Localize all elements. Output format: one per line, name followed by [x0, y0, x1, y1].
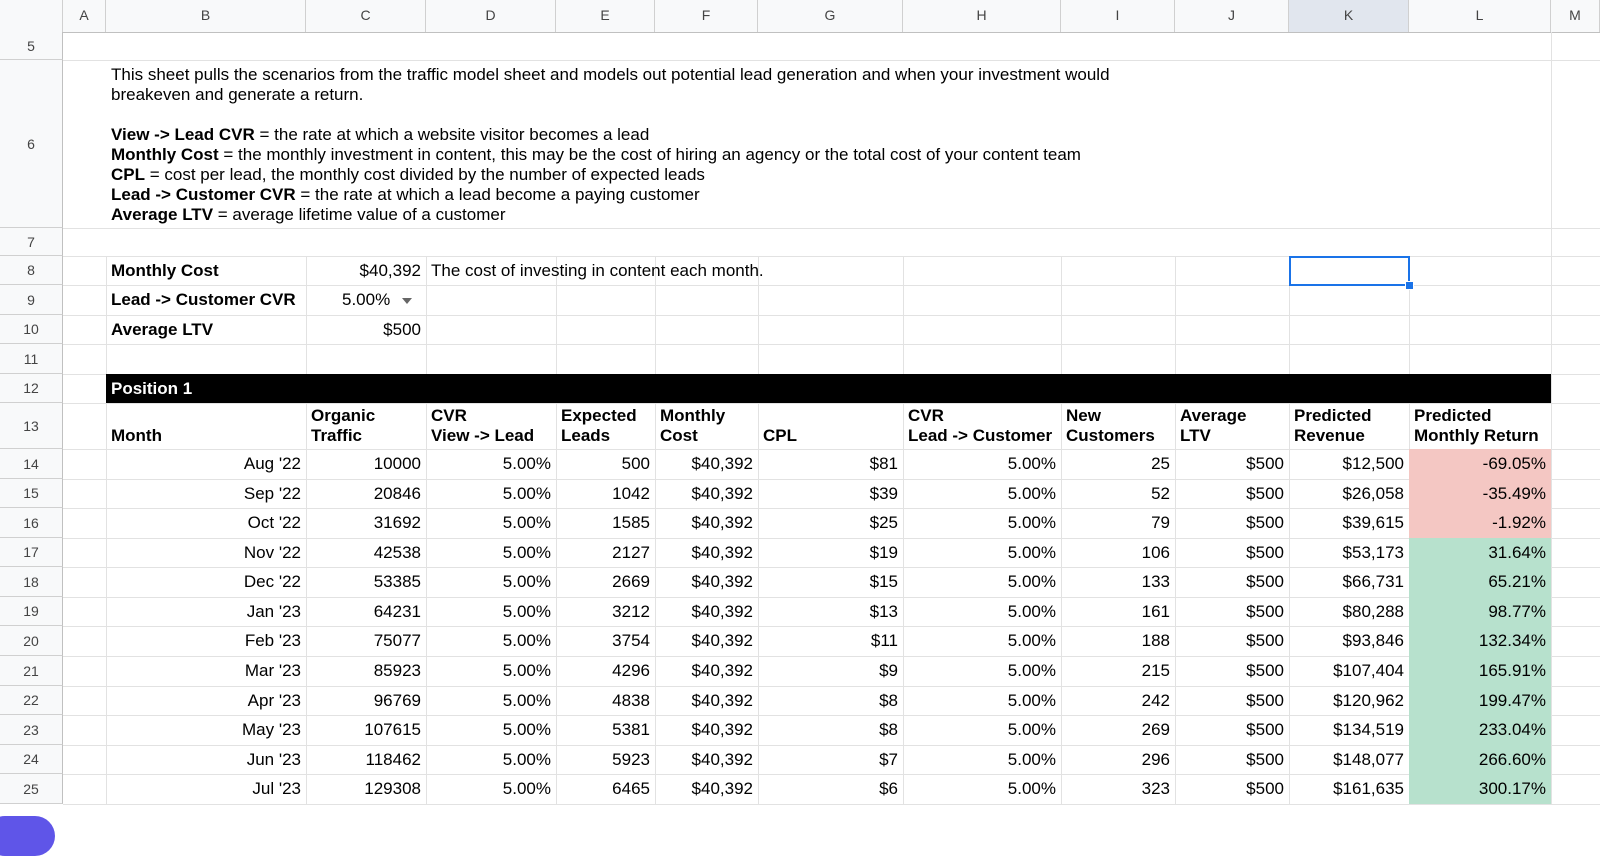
definition-line: [111, 185, 1131, 205]
month-cell[interactable]: Jan '23: [246, 602, 301, 621]
header-monthly-cost-line: Monthly: [660, 406, 726, 425]
cvr-lead-customer-cell[interactable]: 5.00%: [1007, 720, 1056, 739]
definition-text: = the rate at which a website visitor becomes a lead: [254, 125, 650, 144]
predicted-return-cell[interactable]: 65.21%: [1409, 567, 1551, 597]
header-new-customers-line: New: [1066, 406, 1101, 425]
row-header-12[interactable]: 12: [0, 374, 63, 403]
cvr-view-lead-cell[interactable]: 5.00%: [502, 454, 551, 473]
month-cell[interactable]: Feb '23: [244, 631, 301, 650]
column-header-f[interactable]: F: [655, 0, 758, 32]
cpl-cell[interactable]: $8: [879, 691, 898, 710]
row-header-6[interactable]: 6: [0, 60, 63, 228]
average-ltv-cell[interactable]: $500: [1246, 691, 1284, 710]
column-header-bar: [0, 0, 1600, 33]
cpl-cell[interactable]: $15: [869, 572, 898, 591]
predicted-return-cell[interactable]: 233.04%: [1409, 715, 1551, 745]
cvr-view-lead-cell[interactable]: 5.00%: [502, 720, 551, 739]
monthly-cost-cell[interactable]: $40,392: [691, 543, 753, 562]
select-all-corner[interactable]: [0, 0, 63, 32]
cvr-lead-customer-cell[interactable]: 5.00%: [1007, 779, 1056, 798]
predicted-return-cell[interactable]: -69.05%: [1409, 449, 1551, 479]
cvr-lead-customer-cell[interactable]: 5.00%: [1007, 750, 1056, 769]
header-expected-leads-line: Expected: [561, 406, 637, 425]
cpl-cell[interactable]: $11: [870, 631, 898, 650]
cpl-cell[interactable]: $6: [879, 779, 898, 798]
new-customers-cell[interactable]: 79: [1151, 513, 1170, 532]
monthly-cost-note[interactable]: The cost of investing in content each month.: [431, 261, 764, 280]
expected-leads-cell[interactable]: 3754: [612, 631, 650, 650]
header-cpl[interactable]: [758, 403, 903, 449]
month-cell[interactable]: Oct '22: [247, 513, 301, 532]
predicted-revenue-cell[interactable]: $148,077: [1333, 750, 1404, 769]
column-header-b[interactable]: B: [106, 0, 306, 32]
expected-leads-cell[interactable]: 5381: [612, 720, 650, 739]
new-customers-cell[interactable]: 215: [1141, 661, 1170, 680]
header-cvr-lead-customer-line: Lead -> Customer: [908, 426, 1053, 445]
cpl-cell[interactable]: $19: [869, 543, 898, 562]
row-header-14[interactable]: 14: [0, 449, 63, 479]
expected-leads-cell[interactable]: 3212: [612, 602, 650, 621]
monthly-cost-cell[interactable]: $40,392: [691, 602, 753, 621]
cpl-cell[interactable]: $9: [879, 661, 898, 680]
column-header-m[interactable]: M: [1551, 0, 1600, 32]
row-header-8[interactable]: 8: [0, 256, 63, 285]
cvr-view-lead-cell[interactable]: 5.00%: [502, 543, 551, 562]
monthly-cost-cell[interactable]: $40,392: [691, 750, 753, 769]
header-monthly-cost[interactable]: [655, 403, 758, 449]
lead-customer-cvr-dropdown[interactable]: [306, 285, 426, 315]
row-header-25[interactable]: 25: [0, 774, 63, 804]
expected-leads-cell[interactable]: 6465: [612, 779, 650, 798]
expected-leads-cell[interactable]: 4838: [612, 691, 650, 710]
cpl-cell[interactable]: $13: [869, 602, 898, 621]
month-cell[interactable]: Mar '23: [244, 661, 301, 680]
expected-leads-cell[interactable]: 2669: [612, 572, 650, 591]
cpl-cell[interactable]: $7: [879, 750, 898, 769]
definition-text: = the rate at which a lead become a paying customer: [295, 185, 700, 204]
row-header-24[interactable]: 24: [0, 745, 63, 774]
header-predicted-monthly-return[interactable]: [1409, 403, 1551, 449]
cvr-view-lead-cell[interactable]: 5.00%: [502, 691, 551, 710]
month-cell[interactable]: Apr '23: [247, 691, 301, 710]
predicted-revenue-cell[interactable]: $26,058: [1342, 484, 1404, 503]
organic-traffic-cell[interactable]: 85923: [373, 661, 421, 680]
predicted-revenue-cell[interactable]: $66,731: [1342, 572, 1404, 591]
cvr-lead-customer-cell[interactable]: 5.00%: [1007, 691, 1056, 710]
cpl-cell[interactable]: $39: [869, 484, 898, 503]
cpl-cell[interactable]: $25: [869, 513, 898, 532]
gridline: [63, 804, 1600, 805]
selected-cell-outline[interactable]: [1289, 256, 1410, 286]
cvr-view-lead-cell[interactable]: 5.00%: [502, 631, 551, 650]
description-block: [111, 65, 1131, 225]
cvr-lead-customer-cell[interactable]: 5.00%: [1007, 543, 1056, 562]
column-header-e[interactable]: E: [556, 0, 655, 32]
monthly-cost-cell[interactable]: $40,392: [691, 572, 753, 591]
lead-customer-cvr-label[interactable]: Lead -> Customer CVR: [111, 290, 296, 309]
header-cvr-view-lead-line: CVR: [431, 406, 467, 425]
monthly-cost-cell[interactable]: $40,392: [691, 691, 753, 710]
gridline: [63, 228, 1600, 229]
monthly-cost-cell[interactable]: $40,392: [691, 513, 753, 532]
definition-term: CPL: [111, 165, 145, 184]
month-cell[interactable]: Jun '23: [246, 750, 301, 769]
predicted-revenue-cell[interactable]: $39,615: [1342, 513, 1404, 532]
predicted-revenue-cell[interactable]: $53,173: [1342, 543, 1404, 562]
definition-line: [111, 145, 1131, 165]
header-predicted-monthly-return-line: Monthly Return: [1414, 426, 1539, 445]
column-header-d[interactable]: D: [426, 0, 556, 32]
cvr-lead-customer-cell[interactable]: 5.00%: [1007, 513, 1056, 532]
header-predicted-revenue-line: Predicted: [1294, 406, 1372, 425]
column-header-h[interactable]: H: [903, 0, 1061, 32]
average-ltv-cell[interactable]: $500: [1246, 720, 1284, 739]
row-header-21[interactable]: 21: [0, 656, 63, 686]
header-organic-traffic[interactable]: [306, 403, 426, 449]
organic-traffic-cell[interactable]: 64231: [373, 602, 421, 621]
chevron-down-icon[interactable]: [402, 298, 412, 304]
new-customers-cell[interactable]: 242: [1141, 691, 1170, 710]
organic-traffic-cell[interactable]: 42538: [373, 543, 421, 562]
definition-text: = cost per lead, the monthly cost divided by the number of expected leads: [145, 165, 705, 184]
column-header-c[interactable]: C: [306, 0, 426, 32]
average-ltv-cell[interactable]: $500: [1246, 454, 1284, 473]
monthly-cost-cell[interactable]: $40,392: [691, 631, 753, 650]
header-cpl-line: CPL: [763, 426, 797, 445]
organic-traffic-cell[interactable]: 96769: [373, 691, 421, 710]
row-header-9[interactable]: 9: [0, 285, 63, 315]
average-ltv-cell[interactable]: $500: [1246, 513, 1284, 532]
header-cvr-lead-customer[interactable]: [903, 403, 1061, 449]
definition-term: View -> Lead CVR: [111, 125, 255, 144]
month-cell[interactable]: Jul '23: [252, 779, 301, 798]
explore-button[interactable]: [0, 816, 55, 856]
cvr-lead-customer-cell[interactable]: 5.00%: [1007, 661, 1056, 680]
definition-text: = average lifetime value of a customer: [213, 205, 506, 224]
header-organic-traffic-line: Organic: [311, 406, 376, 425]
expected-leads-cell[interactable]: 1585: [612, 513, 650, 532]
average-ltv-cell[interactable]: $500: [1246, 572, 1284, 591]
average-ltv-cell[interactable]: $500: [1246, 484, 1284, 503]
average-ltv-cell[interactable]: $500: [1246, 779, 1284, 798]
expected-leads-cell[interactable]: 500: [621, 454, 650, 473]
column-header-g[interactable]: G: [758, 0, 903, 32]
column-header-a[interactable]: A: [63, 0, 106, 32]
row-header-16[interactable]: 16: [0, 508, 63, 538]
predicted-revenue-cell[interactable]: $80,288: [1342, 602, 1404, 621]
monthly-cost-label[interactable]: Monthly Cost: [111, 261, 219, 280]
row-header-10[interactable]: 10: [0, 315, 63, 344]
month-cell[interactable]: Aug '22: [243, 454, 301, 473]
gridline: [1551, 32, 1552, 804]
header-month-line: Month: [111, 426, 162, 445]
expected-leads-cell[interactable]: 5923: [612, 750, 650, 769]
cpl-cell[interactable]: $81: [869, 454, 898, 473]
new-customers-cell[interactable]: 25: [1151, 454, 1170, 473]
predicted-return-cell[interactable]: 199.47%: [1409, 686, 1551, 715]
definition-text: = the monthly investment in content, this may be the cost of hiring an agency or the total cost of your content team: [218, 145, 1081, 164]
header-cvr-view-lead-line: View -> Lead: [431, 426, 535, 445]
gridline: [63, 60, 1600, 61]
row-header-7[interactable]: 7: [0, 228, 63, 256]
header-average-ltv-line: LTV: [1180, 426, 1211, 445]
predicted-return-cell[interactable]: 300.17%: [1409, 774, 1551, 804]
definition-line: [111, 125, 1131, 145]
monthly-cost-cell[interactable]: $40,392: [691, 454, 753, 473]
organic-traffic-cell[interactable]: 31692: [373, 513, 421, 532]
cvr-lead-customer-cell[interactable]: 5.00%: [1007, 631, 1056, 650]
cvr-view-lead-cell[interactable]: 5.00%: [502, 661, 551, 680]
header-cvr-lead-customer-line: CVR: [908, 406, 944, 425]
month-cell[interactable]: Dec '22: [243, 572, 301, 591]
header-average-ltv-line: Average: [1180, 406, 1247, 425]
header-average-ltv[interactable]: [1175, 403, 1289, 449]
column-header-j[interactable]: J: [1175, 0, 1289, 32]
row-header-13[interactable]: 13: [0, 403, 63, 449]
lead-customer-cvr-value: 5.00%: [342, 290, 391, 309]
new-customers-cell[interactable]: 269: [1141, 720, 1170, 739]
section-title: Position 1: [111, 379, 193, 398]
header-new-customers[interactable]: [1061, 403, 1175, 449]
predicted-revenue-cell[interactable]: $120,962: [1333, 691, 1404, 710]
row-header-11[interactable]: 11: [0, 344, 63, 374]
organic-traffic-cell[interactable]: 75077: [373, 631, 421, 650]
cvr-view-lead-cell[interactable]: 5.00%: [502, 513, 551, 532]
predicted-revenue-cell[interactable]: $107,404: [1333, 661, 1404, 680]
spacer: [111, 105, 1131, 125]
predicted-return-cell[interactable]: 266.60%: [1409, 745, 1551, 774]
expected-leads-cell[interactable]: 2127: [612, 543, 650, 562]
organic-traffic-cell[interactable]: 129308: [364, 779, 421, 798]
gridline: [63, 344, 1600, 345]
definition-line: [111, 205, 1131, 225]
predicted-return-cell[interactable]: 132.34%: [1409, 626, 1551, 656]
definition-line: [111, 165, 1131, 185]
predicted-return-cell[interactable]: -1.92%: [1409, 508, 1551, 538]
average-ltv-label[interactable]: Average LTV: [111, 320, 214, 339]
organic-traffic-cell[interactable]: 118462: [365, 750, 421, 769]
average-ltv-cell[interactable]: $500: [1246, 602, 1284, 621]
new-customers-cell[interactable]: 323: [1141, 779, 1170, 798]
fill-handle[interactable]: [1405, 281, 1414, 290]
predicted-revenue-cell[interactable]: $134,519: [1333, 720, 1404, 739]
header-month[interactable]: [106, 403, 306, 449]
average-ltv-cell[interactable]: $500: [1246, 750, 1284, 769]
header-predicted-revenue-line: Revenue: [1294, 426, 1365, 445]
month-cell[interactable]: Nov '22: [243, 543, 301, 562]
organic-traffic-cell[interactable]: 107615: [364, 720, 421, 739]
monthly-cost-cell[interactable]: $40,392: [691, 720, 753, 739]
description-intro: This sheet pulls the scenarios from the traffic model sheet and models out potential lead generation and when your investment would breakeven and generate a return.: [111, 65, 1110, 104]
header-expected-leads[interactable]: [556, 403, 655, 449]
month-cell[interactable]: May '23: [242, 720, 301, 739]
row-header-22[interactable]: 22: [0, 686, 63, 715]
row-header-23[interactable]: 23: [0, 715, 63, 745]
average-ltv-cell[interactable]: $500: [1246, 631, 1284, 650]
header-new-customers-line: Customers: [1066, 426, 1155, 445]
predicted-revenue-cell[interactable]: $12,500: [1342, 454, 1404, 473]
header-cpl-spacer: [763, 406, 898, 426]
definition-term: Lead -> Customer CVR: [111, 185, 296, 204]
row-header-17[interactable]: 17: [0, 538, 63, 567]
month-cell[interactable]: Sep '22: [243, 484, 301, 503]
new-customers-cell[interactable]: 296: [1141, 750, 1170, 769]
new-customers-cell[interactable]: 106: [1141, 543, 1170, 562]
predicted-revenue-cell[interactable]: $161,635: [1333, 779, 1404, 798]
row-header-5[interactable]: 5: [0, 32, 63, 60]
row-header-18[interactable]: 18: [0, 567, 63, 597]
predicted-return-cell[interactable]: 98.77%: [1409, 597, 1551, 626]
monthly-cost-cell[interactable]: $40,392: [691, 484, 753, 503]
average-ltv-cell[interactable]: $500: [1246, 543, 1284, 562]
header-predicted-monthly-return-line: Predicted: [1414, 406, 1492, 425]
definition-term: Monthly Cost: [111, 145, 219, 164]
column-header-i[interactable]: I: [1061, 0, 1175, 32]
new-customers-cell[interactable]: 52: [1151, 484, 1170, 503]
header-cvr-view-lead[interactable]: [426, 403, 556, 449]
cvr-lead-customer-cell[interactable]: 5.00%: [1007, 484, 1056, 503]
organic-traffic-cell[interactable]: 53385: [373, 572, 421, 591]
header-predicted-revenue[interactable]: [1289, 403, 1409, 449]
new-customers-cell[interactable]: 133: [1141, 572, 1170, 591]
column-header-l[interactable]: L: [1409, 0, 1551, 32]
organic-traffic-cell[interactable]: 20846: [373, 484, 421, 503]
header-monthly-cost-line: Cost: [660, 426, 698, 445]
expected-leads-cell[interactable]: 4296: [612, 661, 650, 680]
header-organic-traffic-line: Traffic: [311, 426, 363, 445]
row-header-15[interactable]: 15: [0, 479, 63, 508]
definition-term: Average LTV: [111, 205, 214, 224]
header-expected-leads-line: Leads: [561, 426, 611, 445]
column-header-k[interactable]: K: [1289, 0, 1409, 32]
monthly-cost-value[interactable]: $40,392: [359, 261, 421, 280]
new-customers-cell[interactable]: 188: [1141, 631, 1170, 650]
organic-traffic-cell[interactable]: 10000: [373, 454, 421, 473]
monthly-cost-cell[interactable]: $40,392: [691, 661, 753, 680]
row-header-19[interactable]: 19: [0, 597, 63, 626]
cvr-view-lead-cell[interactable]: 5.00%: [502, 779, 551, 798]
cpl-cell[interactable]: $8: [879, 720, 898, 739]
header-month-spacer: [111, 406, 301, 426]
row-header-20[interactable]: 20: [0, 626, 63, 656]
average-ltv-value[interactable]: $500: [383, 320, 421, 339]
cvr-lead-customer-cell[interactable]: 5.00%: [1007, 602, 1056, 621]
cvr-view-lead-cell[interactable]: 5.00%: [502, 602, 551, 621]
predicted-return-cell[interactable]: 165.91%: [1409, 656, 1551, 686]
cvr-lead-customer-cell[interactable]: 5.00%: [1007, 454, 1056, 473]
cvr-view-lead-cell[interactable]: 5.00%: [502, 750, 551, 769]
monthly-cost-cell[interactable]: $40,392: [691, 779, 753, 798]
new-customers-cell[interactable]: 161: [1141, 602, 1170, 621]
cvr-view-lead-cell[interactable]: 5.00%: [502, 484, 551, 503]
predicted-revenue-cell[interactable]: $93,846: [1342, 631, 1404, 650]
predicted-return-cell[interactable]: 31.64%: [1409, 538, 1551, 567]
expected-leads-cell[interactable]: 1042: [612, 484, 650, 503]
cvr-view-lead-cell[interactable]: 5.00%: [502, 572, 551, 591]
average-ltv-cell[interactable]: $500: [1246, 661, 1284, 680]
predicted-return-cell[interactable]: -35.49%: [1409, 479, 1551, 508]
cvr-lead-customer-cell[interactable]: 5.00%: [1007, 572, 1056, 591]
